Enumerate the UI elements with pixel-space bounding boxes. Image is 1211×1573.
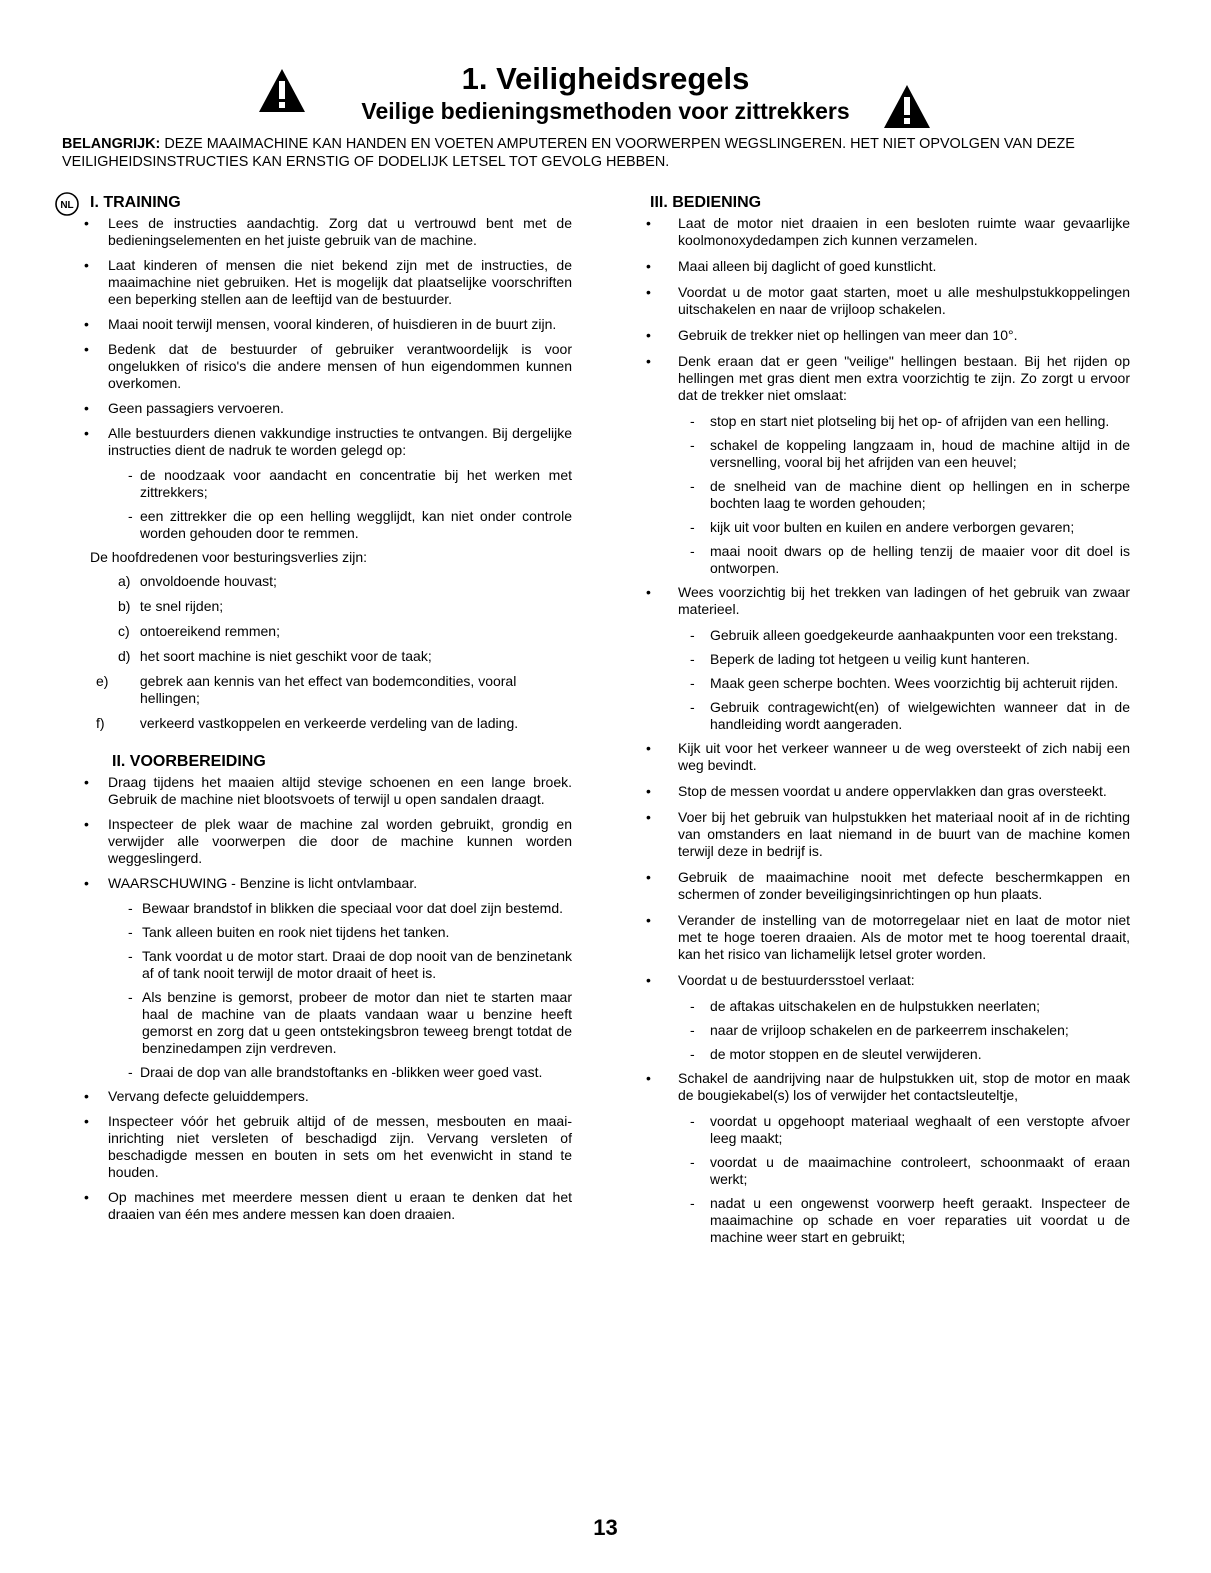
list-item: • Inspecteer vóór het gebruik altijd of de messen, mesbouten en maai-inrichting niet versleten of beschadigd zijn. Vervang versleten of beschadigde messen en bouten in sets om het evenwicht in stand te houden. [62,1113,572,1181]
sub-item: - Gebruik contragewicht(en) of wielgewichten wanneer dat in de handleiding wordt aangeraden. [640,699,1130,733]
list-item: • Schakel de aandrijving naar de hulpstukken uit, stop de motor en maak de bougiekabel(s) los of verwijder het contactsleuteltje, [640,1070,1130,1104]
list-item: • Inspecteer de plek waar de machine zal worden gebruikt, grondig en verwijder alle voorwerpen die door de machine kunnen worden weggeslingerd. [62,816,572,867]
cause-item [118,573,572,590]
sub-item: - Bewaar brandstof in blikken die speciaal voor dat doel zijn bestemd. [62,900,572,917]
sub-item: - voordat u opgehoopt materiaal weghaalt of een verstopte afvoer leeg maakt; [640,1113,1130,1147]
cause-label: a) [118,573,131,589]
list-item: • Vervang defecte geluiddempers. [62,1088,572,1105]
list-item: • Voer bij het gebruik van hulpstukken het materiaal nooit af in de richting van omstanders en laat niemand in de buurt van de machine komen terwijl deze in bedrijf is. [640,809,1130,860]
language-badge-icon [54,191,80,217]
cause-label: f) [96,715,105,731]
language-badge-text: NL [60,200,74,211]
important-label: BELANGRIJK: [62,136,161,152]
list-item: • WAARSCHUWING - Benzine is licht ontvlambaar. [62,875,572,892]
training-heading: I. TRAINING [90,194,181,211]
cause-label: c) [118,623,130,639]
list-item: • Verander de instelling van de motorregelaar niet en laat de motor niet met te hoge toeren draaien. Als de motor met te hoog toerental draait, kan het risico van lichamelijk letsel groter worden. [640,912,1130,963]
sub-item: - naar de vrijloop schakelen en de parkeerrem inschakelen; [640,1022,1130,1039]
list-item: • Voordat u de motor gaat starten, moet u alle meshulpstukkoppelingen uitschakelen en naar de vrijloop schakelen. [640,284,1130,318]
list-item: • Voordat u de bestuurdersstoel verlaat: [640,972,1130,989]
sub-item: - Als benzine is gemorst, probeer de motor dan niet te starten maar haal de machine van de plaats vandaan waar u benzine heeft gemorst en zorg dat u geen ontstekingsbron teweeg brengt totdat de benzinedampen zijn verdreven. [62,989,572,1057]
sub-item: - stop en start niet plotseling bij het op- of afrijden van een helling. [640,413,1130,430]
list-item: • Maai nooit terwijl mensen, vooral kinderen, of huisdieren in de buurt zijn. [62,316,572,333]
list-item: • Gebruik de maaimachine nooit met defecte beschermkappen en schermen of zonder beveiligingsinrichtingen op hun plaats. [640,869,1130,903]
cause-text: het soort machine is niet geschikt voor de taak; [139,648,432,664]
cause-item [118,648,572,665]
left-column [62,193,572,1231]
cause-text: te snel rijden; [139,598,224,614]
cause-item [118,623,572,640]
page-number: 13 [593,1515,618,1540]
sub-item: - kijk uit voor bulten en kuilen en andere verborgen gevaren; [640,519,1130,536]
list-item: • Maai alleen bij daglicht of goed kunstlicht. [640,258,1130,275]
list-item: • Geen passagiers vervoeren. [62,400,572,417]
warning-triangle-icon [883,84,931,130]
sub-item: - voordat u de maaimachine controleert, schoonmaakt of eraan werkt; [640,1154,1130,1188]
list-item: • Alle bestuurders dienen vakkundige instructies te ontvangen. Bij dergelijke instructies dient de nadruk te worden gelegd op: [62,425,572,459]
causes-intro: De hoofdredenen voor besturingsverlies zijn: [90,549,368,565]
cause-item [118,598,572,615]
list-item: • Laat kinderen of mensen die niet bekend zijn met de instructies, de maaimachine niet gebruiken. Het is mogelijk dat plaatselijke voorschriften een beperking stellen aan de leeftijd van de bestuurder. [62,257,572,308]
list-item: • Bedenk dat de bestuurder of gebruiker verantwoordelijk is voor ongelukken of risico's die andere mensen of hun eigendommen kunnen overkomen. [62,341,572,392]
sub-item: - maai nooit dwars op de helling tenzij de maaier voor dit doel is ontworpen. [640,543,1130,577]
list-item: • Draag tijdens het maaien altijd stevige schoenen en een lange broek. Gebruik de machine niet blootsvoets of terwijl u open sandalen draagt. [62,774,572,808]
list-item: • Denk eraan dat er geen "veilige" hellingen bestaan. Bij het rijden op hellingen met gras dient men extra voorzichtig te zijn. Zo zorgt u ervoor dat de trekker niet omslaat: [640,353,1130,404]
cause-text: ontoereikend remmen; [139,623,280,639]
cause-text: verkeerd vastkoppelen en verkeerde verdeling van de lading. [139,715,519,731]
section-preparation: II. VOORBEREIDING [112,753,266,770]
sub-item: - de snelheid van de machine dient op hellingen en in scherpe bochten laag te worden gehouden; [640,478,1130,512]
page-title: 1. Veiligheidsregels [461,61,750,96]
cause-item [96,673,572,707]
cause-label: d) [118,648,131,664]
sub-item: - de noodzaak voor aandacht en concentratie bij het werken met zittrekkers; [62,467,572,501]
page-header [0,62,1211,132]
list-item: • Op machines met meerdere messen dient u eraan te denken dat het draaien van één mes andere messen kan doen draaien. [62,1189,572,1223]
sub-item: - Tank voordat u de motor start. Draai de dop nooit van de benzinetank af of tank nooit terwijl de motor draait of heet is. [62,948,572,982]
sub-item: - de aftakas uitschakelen en de hulpstukken neerlaten; [640,998,1130,1015]
important-text: DEZE MAAIMACHINE KAN HANDEN EN VOETEN AMPUTEREN EN VOORWERPEN WEGSLINGEREN. HET NIET OPVOLGEN VAN DEZE VEILIGHEIDSINSTRUCTIES KAN ERNSTIG OF DODELIJK LETSEL TOT GEVOLG HEBBEN. [62,136,1075,170]
sub-item: - schakel de koppeling langzaam in, houd de machine altijd in de versnelling, vooral bij het afrijden van een heuvel; [640,437,1130,471]
right-column [640,193,1130,1253]
sub-item: - Tank alleen buiten en rook niet tijdens het tanken. [62,924,572,941]
sub-item: - Gebruik alleen goedgekeurde aanhaakpunten voor een trekstang. [640,627,1130,644]
cause-label: e) [96,673,109,689]
list-item: • Stop de messen voordat u andere oppervlakken dan gras oversteekt. [640,783,1130,800]
list-item: • Wees voorzichtig bij het trekken van ladingen of het gebruik van zwaar materieel. [640,584,1130,618]
section-operation: III. BEDIENING [650,194,762,211]
cause-item [96,715,572,732]
list-item: • Kijk uit voor het verkeer wanneer u de weg oversteekt of zich nabij een weg bevindt. [640,740,1130,774]
cause-text: onvoldoende houvast; [139,573,277,589]
list-item: • Gebruik de trekker niet op hellingen van meer dan 10°. [640,327,1130,344]
sub-item: - nadat u een ongewenst voorwerp heeft geraakt. Inspecteer de maaimachine op schade en voer reparaties uit voordat u de machine weer start en gebruikt; [640,1195,1130,1246]
sub-item: - een zittrekker die op een helling wegglijdt, kan niet onder controle worden gehouden door te remmen. [62,508,572,542]
sub-item: - Maak geen scherpe bochten. Wees voorzichtig bij achteruit rijden. [640,675,1130,692]
cause-label: b) [118,598,131,614]
list-item: • Laat de motor niet draaien in een besloten ruimte waar gevaarlijke koolmonoxydedampen zich kunnen verzamelen. [640,215,1130,249]
sub-item: - Beperk de lading tot hetgeen u veilig kunt hanteren. [640,651,1130,668]
page-subtitle: Veilige bedieningsmethoden voor zittrekkers [361,98,850,124]
list-item: • Lees de instructies aandachtig. Zorg dat u vertrouwd bent met de bedieningselementen en het juiste gebruik van de machine. [62,215,572,249]
sub-item: - Draai de dop van alle brandstoftanks en -blikken weer goed vast. [62,1064,572,1081]
cause-text: gebrek aan kennis van het effect van bodemcondities, vooral hellingen; [139,673,517,706]
sub-item: - de motor stoppen en de sleutel verwijderen. [640,1046,1130,1063]
section-training [62,193,572,213]
important-warning [62,135,1162,171]
